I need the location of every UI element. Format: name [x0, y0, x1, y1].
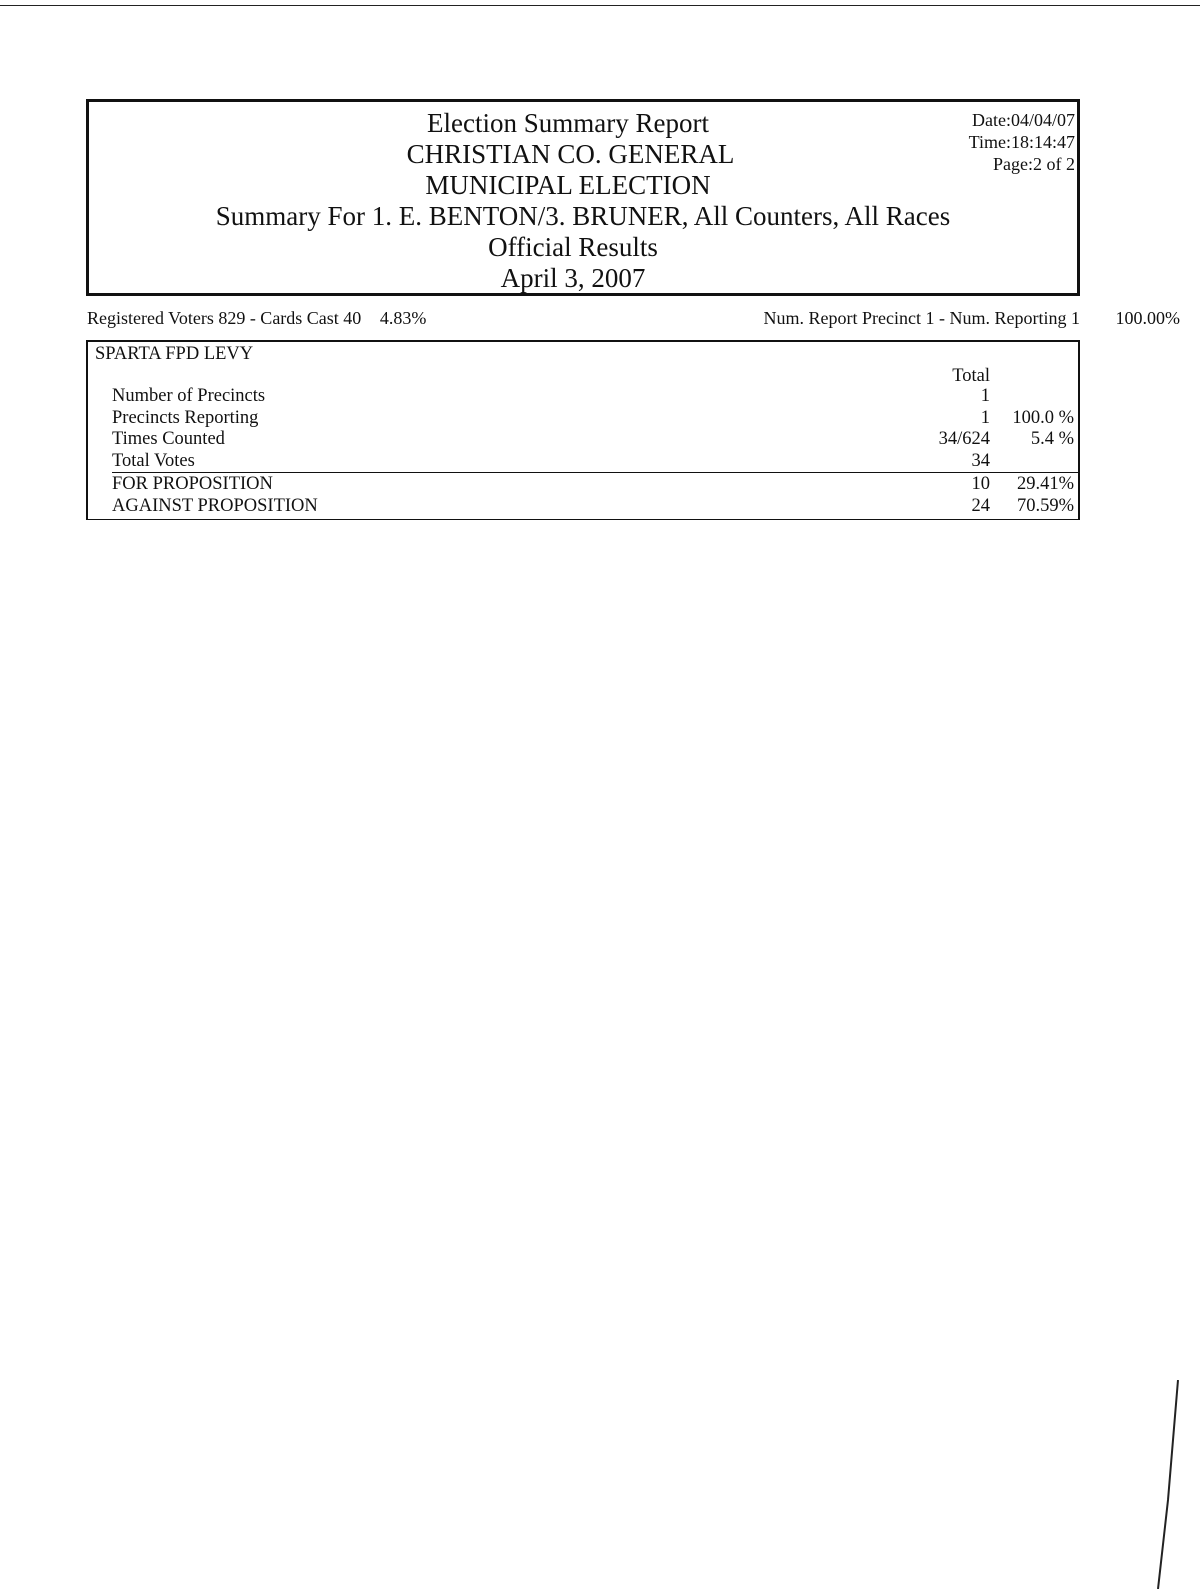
stat-value: 1 — [980, 408, 990, 428]
section-divider — [112, 472, 1078, 473]
stat-pct: 5.4 % — [1030, 429, 1074, 449]
choice-votes: 24 — [971, 496, 990, 516]
choice-row-against-proposition — [112, 496, 1078, 518]
choice-row-for-proposition — [112, 474, 1078, 496]
scan-edge-line — [0, 5, 1200, 6]
choice-label: AGAINST PROPOSITION — [112, 496, 318, 516]
registered-voters-summary — [87, 308, 426, 329]
report-meta — [969, 109, 1075, 175]
stat-value: 34 — [971, 451, 990, 471]
report-header — [86, 99, 1080, 296]
report-title: Election Summary Report — [427, 108, 709, 138]
stat-label: Number of Precincts — [112, 386, 266, 406]
stat-row-total-votes — [112, 451, 1078, 473]
reporting-text: Num. Report Precinct 1 - Num. Reporting 1 — [763, 308, 1080, 328]
stat-row-precincts-reporting — [112, 408, 1078, 430]
stat-row-number-of-precincts — [112, 386, 1078, 408]
county-name: CHRISTIAN CO. GENERAL — [406, 139, 735, 169]
results-status: Official Results — [488, 232, 658, 262]
stat-row-times-counted — [112, 429, 1078, 451]
election-date: April 3, 2007 — [500, 263, 646, 293]
stat-label: Times Counted — [112, 429, 225, 449]
race-sparta-fpd-levy — [86, 340, 1080, 520]
reporting-summary — [764, 308, 1080, 329]
stat-label: Precincts Reporting — [112, 408, 259, 428]
report-title-block — [89, 108, 1077, 294]
stat-label: Total Votes — [112, 451, 195, 471]
summary-scope: Summary For 1. E. BENTON/3. BRUNER, All Counters, All Races — [215, 201, 951, 231]
registered-voters-pct: 4.83% — [379, 308, 427, 328]
reporting-pct-wrap — [1116, 308, 1181, 329]
race-title: SPARTA FPD LEVY — [95, 344, 254, 364]
scan-edge-line-right — [1150, 1380, 1180, 1589]
report-page: Page:2 of 2 — [993, 154, 1075, 174]
stat-pct: 100.0 % — [1012, 408, 1074, 428]
choice-votes: 10 — [971, 474, 990, 494]
report-date: Date:04/04/07 — [972, 110, 1075, 130]
stat-value: 1 — [980, 386, 990, 406]
total-column-header: Total — [952, 366, 990, 386]
choice-label: FOR PROPOSITION — [112, 474, 273, 494]
reporting-pct: 100.00% — [1115, 308, 1180, 328]
election-name: MUNICIPAL ELECTION — [425, 170, 711, 200]
choice-pct: 70.59% — [1016, 496, 1074, 516]
registered-voters-text: Registered Voters 829 - Cards Cast 40 — [87, 308, 362, 328]
stat-value: 34/624 — [938, 429, 990, 449]
choice-pct: 29.41% — [1016, 474, 1074, 494]
report-time: Time:18:14:47 — [968, 132, 1075, 152]
